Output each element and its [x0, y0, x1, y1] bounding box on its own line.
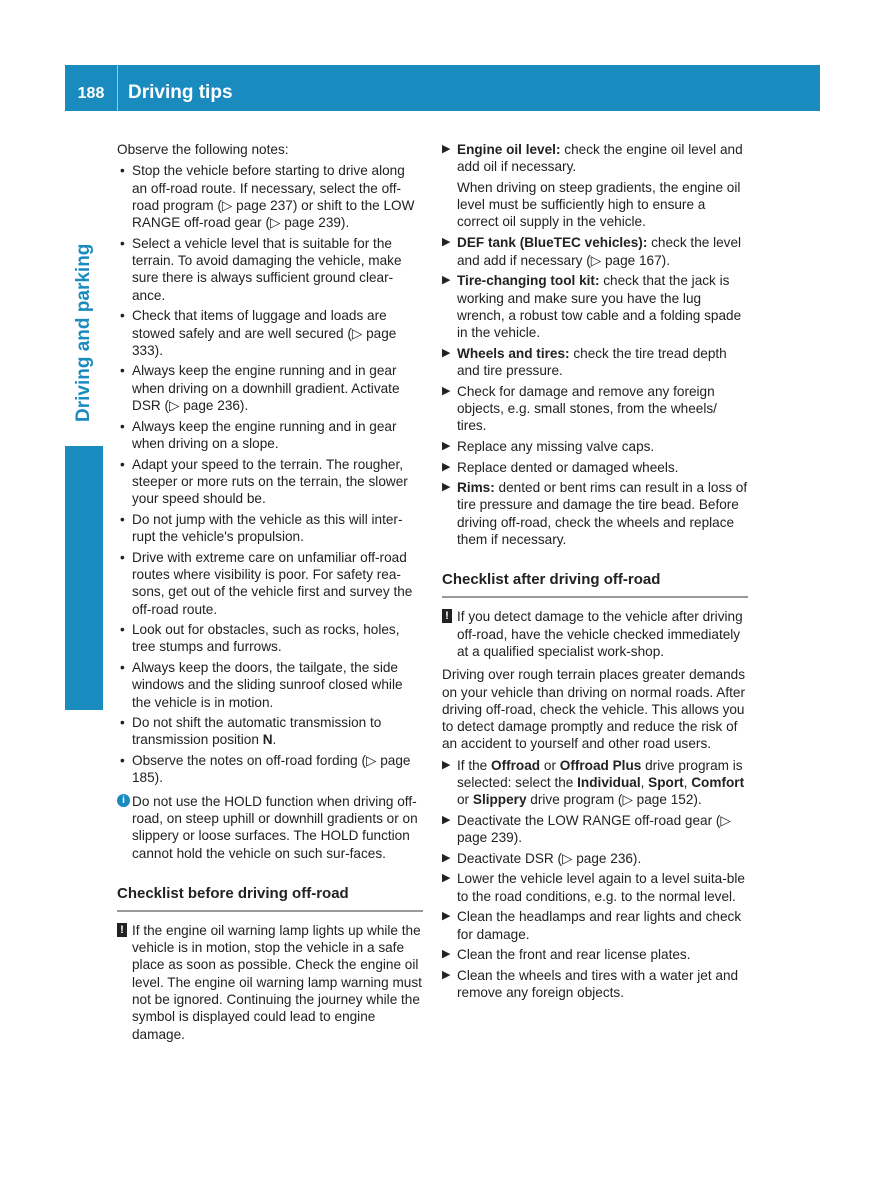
page-title: Driving tips: [128, 82, 233, 103]
arrow-icon: ▶: [442, 236, 451, 249]
chapter-marker: [65, 446, 103, 710]
checklist-step: ▶ Clean the wheels and tires with a water jet and remove any foreign objects.: [442, 967, 739, 1001]
section-heading: Checklist before driving off-road: [117, 884, 423, 912]
list-item: • Observe the notes on off-road fording (▷ page 185).: [117, 752, 423, 787]
arrow-icon: ▶: [442, 910, 451, 923]
arrow-icon: ▶: [442, 813, 451, 826]
list-item: • Do not jump with the vehicle as this will inter-rupt the vehicle's propulsion.: [117, 511, 423, 546]
warning-icon: !: [117, 923, 127, 937]
page-number: 188: [77, 85, 105, 102]
list-item: • Adapt your speed to the terrain. The rougher, steeper or more ruts on the terrain, the slower your speed should be.: [117, 456, 423, 508]
arrow-icon: ▶: [442, 481, 451, 494]
warning-text: If the engine oil warning lamp lights up while the vehicle is in motion, stop the vehicle in a safe place as soon as possible. Check the engine oil level. The engine oil warning lamp warning must not be ignored. Continuing the journey while the symbol is displayed could lead to engine damage.: [132, 922, 422, 1042]
body-paragraph: Driving over rough terrain places greater demands on your vehicle than driving on normal roads. After driving off-road, check the vehicle. This allows you to detect damage promptly and reduce the risk of an accident to yourself and other road users.: [442, 667, 746, 752]
list-item: • Always keep the doors, the tailgate, the side windows and the sliding sunroof closed while the vehicle is in motion.: [117, 659, 423, 711]
list-item: • Drive with extreme care on unfamiliar off-road routes where visibility is poor. For safety rea-sons, get out of the vehicle first and survey the off-road route.: [117, 549, 423, 618]
list-item: • Stop the vehicle before starting to drive along an off-road route. If necessary, select the off-road program (▷ page 237) or shift to the LOW RANGE off-road gear (▷ page 239).: [117, 162, 423, 231]
checklist-step: ▶ Clean the front and rear license plates.: [442, 947, 691, 963]
chapter-side-tab: [65, 225, 103, 489]
arrow-icon: ▶: [442, 758, 451, 771]
left-column: [117, 141, 423, 1049]
arrow-icon: ▶: [442, 968, 451, 981]
arrow-icon: ▶: [442, 384, 451, 397]
list-item: • Look out for obstacles, such as rocks, holes, tree stumps and furrows.: [117, 621, 423, 656]
list-item: • Always keep the engine running and in gear when driving on a downhill gradient. Activate DSR (▷ page 236).: [117, 362, 423, 414]
checklist-step: ▶ Tire-changing tool kit: check that the jack is working and make sure you have the lug wrench, a robust tow cable and a folding spade in the vehicle.: [442, 273, 742, 341]
checklist-step: ▶ Lower the vehicle level again to a level suita-ble to the road conditions, e.g. to the normal level.: [442, 871, 745, 904]
section-heading: Checklist after driving off-road: [442, 570, 748, 598]
info-note: [117, 793, 423, 862]
intro-text: Observe the following notes:: [117, 142, 289, 157]
arrow-icon: ▶: [442, 851, 451, 864]
checklist-step: ▶ Deactivate the LOW RANGE off-road gear (▷ page 239).: [442, 812, 731, 846]
header-divider: [117, 65, 118, 111]
warning-note: [442, 608, 748, 660]
checklist-step: ▶ Engine oil level: check the engine oil level and add oil if necessary. When driving on steep gradients, the engine oil level must be sufficiently high to ensure a correct oil supply in the vehicle.: [442, 141, 748, 230]
warning-icon: !: [442, 609, 452, 623]
page-header: [65, 65, 820, 111]
list-item: • Select a vehicle level that is suitable for the terrain. To avoid damaging the vehicle, make sure there is always sufficient ground clear-ance.: [117, 235, 423, 304]
right-column: [442, 141, 748, 1005]
arrow-icon: ▶: [442, 274, 451, 287]
list-item: • Check that items of luggage and loads are stowed safely and are well secured (▷ page 333).: [117, 307, 423, 359]
checklist-step: ▶ Check for damage and remove any foreign objects, e.g. small stones, from the wheels/ tires.: [442, 383, 717, 434]
list-item: • Do not shift the automatic transmission to transmission position N.: [117, 714, 423, 749]
offroad-notes-list: [117, 162, 423, 786]
arrow-icon: ▶: [442, 346, 451, 359]
info-note-text: Do not use the HOLD function when driving off-road, on steep uphill or downhill gradients or on slippery or loose surfaces. The HOLD function cannot hold the vehicle on such sur-faces.: [132, 793, 418, 861]
list-item: • Always keep the engine running and in gear when driving on a slope.: [117, 418, 423, 453]
checklist-step: ▶ Deactivate DSR (▷ page 236).: [442, 850, 642, 866]
checklist-step: ▶ Replace any missing valve caps.: [442, 438, 655, 454]
warning-note: [117, 922, 423, 1043]
step-detail: When driving on steep gradients, the engine oil level must be sufficiently high to ensure a correct oil supply in the vehicle.: [457, 179, 741, 230]
checklist-step: ▶ Rims: dented or bent rims can result in a loss of tire pressure and damage the tire bead. Before driving off-road, check the wheels and replace them if necessary.: [442, 480, 748, 548]
checklist-step: ▶ DEF tank (BlueTEC vehicles): check the level and add if necessary (▷ page 167).: [442, 235, 742, 268]
arrow-icon: ▶: [442, 872, 451, 885]
checklist-step: ▶ Clean the headlamps and rear lights and check for damage.: [442, 909, 742, 942]
chapter-label: Driving and parking: [73, 243, 94, 422]
arrow-icon: ▶: [442, 143, 451, 155]
warning-text: If you detect damage to the vehicle after driving off-road, have the vehicle checked immediately at a qualified specialist work-shop.: [457, 609, 743, 659]
arrow-icon: ▶: [442, 460, 451, 473]
checklist-step: ▶ Replace dented or damaged wheels.: [442, 459, 679, 475]
arrow-icon: ▶: [442, 439, 451, 452]
arrow-icon: ▶: [442, 948, 451, 961]
checklist-step: ▶ Wheels and tires: check the tire tread depth and tire pressure.: [442, 345, 727, 379]
info-icon: i: [117, 794, 130, 807]
checklist-step: ▶ If the Offroad or Offroad Plus drive program is selected: select the Individual, Sport, Comfort or Slippery drive program (▷ page 152).: [442, 757, 745, 808]
